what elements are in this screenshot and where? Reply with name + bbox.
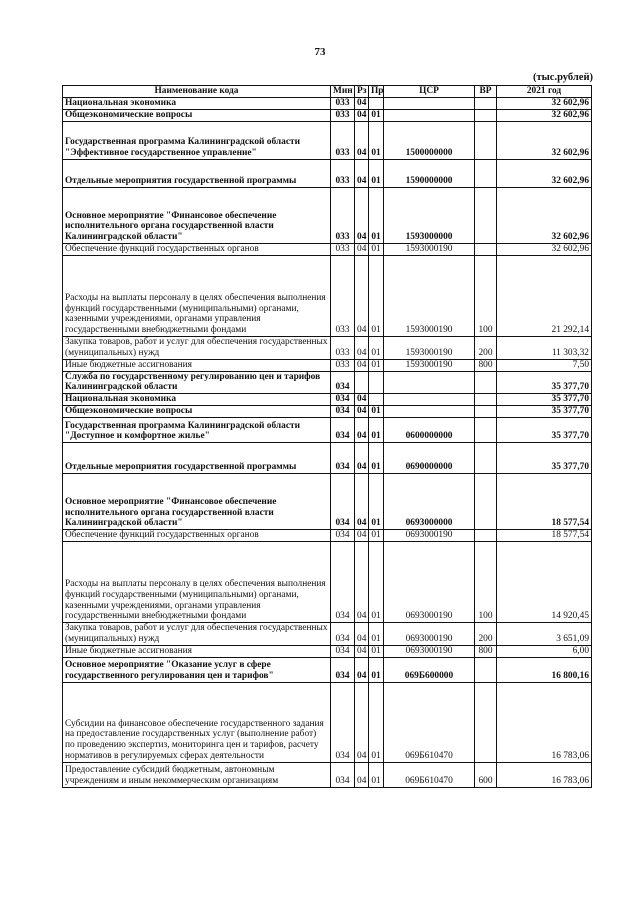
row-amount: 18 577,54	[497, 474, 592, 530]
row-pr: 01	[369, 244, 384, 256]
row-amount: 21 292,14	[497, 256, 592, 337]
row-pr	[369, 394, 384, 406]
row-csr: 0690000000	[384, 443, 475, 474]
row-min: 034	[331, 645, 355, 657]
row-csr	[384, 110, 475, 122]
row-name: Национальная экономика	[63, 98, 331, 110]
row-rz: 04	[355, 542, 369, 623]
row-csr: 069Б600000	[384, 657, 475, 682]
units-label: (тыс.рублей)	[532, 72, 593, 83]
row-vr: 600	[475, 762, 497, 787]
row-amount: 11 303,32	[497, 337, 592, 360]
row-vr	[475, 406, 497, 418]
header-name: Наименование кода	[63, 86, 331, 98]
table-row	[63, 122, 592, 160]
table-row	[63, 188, 592, 244]
row-min: 034	[331, 657, 355, 682]
row-vr: 800	[475, 645, 497, 657]
row-min: 033	[331, 359, 355, 371]
row-min: 034	[331, 418, 355, 443]
row-min: 033	[331, 98, 355, 110]
row-rz: 04	[355, 98, 369, 110]
row-vr: 100	[475, 542, 497, 623]
row-amount: 32 602,96	[497, 122, 592, 160]
row-pr: 01	[369, 122, 384, 160]
row-rz: 04	[355, 160, 369, 188]
row-rz: 04	[355, 359, 369, 371]
header-rz: Рз	[355, 86, 369, 98]
row-csr	[384, 394, 475, 406]
row-vr	[475, 418, 497, 443]
table-row	[63, 394, 592, 406]
row-name: Отдельные мероприятия государственной программы	[63, 443, 331, 474]
row-csr: 1593000190	[384, 337, 475, 360]
row-csr: 1593000190	[384, 359, 475, 371]
row-name: Основное мероприятие "Финансовое обеспечение исполнительного органа государственной власти Калининградской области"	[63, 474, 331, 530]
row-vr	[475, 657, 497, 682]
table-row	[63, 256, 592, 337]
row-amount: 32 602,96	[497, 160, 592, 188]
row-pr: 01	[369, 443, 384, 474]
row-min: 034	[331, 542, 355, 623]
row-pr	[369, 371, 384, 394]
row-pr: 01	[369, 337, 384, 360]
row-name: Закупка товаров, работ и услуг для обеспечения государственных (муниципальных) нужд	[63, 337, 331, 360]
row-csr: 0693000190	[384, 542, 475, 623]
row-pr: 01	[369, 530, 384, 542]
row-vr	[475, 160, 497, 188]
row-name: Обеспечение функций государственных органов	[63, 530, 331, 542]
table-row	[63, 657, 592, 682]
row-vr	[475, 443, 497, 474]
row-vr	[475, 530, 497, 542]
row-rz: 04	[355, 188, 369, 244]
row-min: 033	[331, 110, 355, 122]
row-name: Субсидии на финансовое обеспечение государственного задания на предоставление государственных услуг (выполнение работ) по проведению экспертиз, мониторинга цен и тарифов, расчету нормативов в регулируемых сферах деятельности	[63, 682, 331, 762]
page-number: 73	[314, 46, 326, 58]
table-row	[63, 474, 592, 530]
row-amount: 16 783,06	[497, 762, 592, 787]
row-vr	[475, 98, 497, 110]
row-vr	[475, 110, 497, 122]
row-name: Основное мероприятие "Оказание услуг в сфере государственного регулирования цен и тарифов"	[63, 657, 331, 682]
row-name: Общеэкономические вопросы	[63, 406, 331, 418]
row-rz: 04	[355, 443, 369, 474]
row-amount: 6,00	[497, 645, 592, 657]
row-csr: 1593000190	[384, 256, 475, 337]
row-name: Расходы на выплаты персоналу в целях обеспечения выполнения функций государственными (муниципальными) органами, казенными учреждениями, органами управления государственными внебюджетными фондами	[63, 542, 331, 623]
row-pr: 01	[369, 682, 384, 762]
row-min: 033	[331, 244, 355, 256]
row-rz: 04	[355, 394, 369, 406]
row-rz: 04	[355, 762, 369, 787]
row-min: 033	[331, 188, 355, 244]
row-rz: 04	[355, 682, 369, 762]
row-pr: 01	[369, 406, 384, 418]
row-name: Закупка товаров, работ и услуг для обеспечения государственных (муниципальных) нужд	[63, 623, 331, 646]
row-amount: 14 920,45	[497, 542, 592, 623]
table-row	[63, 359, 592, 371]
row-min: 033	[331, 256, 355, 337]
row-name: Государственная программа Калининградской области "Эффективное государственное управление"	[63, 122, 331, 160]
row-min: 034	[331, 682, 355, 762]
table-row	[63, 337, 592, 360]
row-rz: 04	[355, 110, 369, 122]
header-csr: ЦСР	[384, 86, 475, 98]
row-amount: 35 377,70	[497, 394, 592, 406]
row-amount: 7,50	[497, 359, 592, 371]
row-rz: 04	[355, 530, 369, 542]
row-csr	[384, 371, 475, 394]
row-vr	[475, 371, 497, 394]
row-csr: 1590000000	[384, 160, 475, 188]
table-row	[63, 530, 592, 542]
row-min: 034	[331, 530, 355, 542]
row-pr: 01	[369, 160, 384, 188]
row-vr	[475, 122, 497, 160]
row-rz: 04	[355, 122, 369, 160]
table-row	[63, 682, 592, 762]
row-name: Служба по государственному регулированию цен и тарифов Калининградской области	[63, 371, 331, 394]
row-csr: 069Б610470	[384, 762, 475, 787]
table-row	[63, 98, 592, 110]
table-row	[63, 542, 592, 623]
row-pr: 01	[369, 645, 384, 657]
row-min: 034	[331, 371, 355, 394]
row-amount: 18 577,54	[497, 530, 592, 542]
row-pr: 01	[369, 188, 384, 244]
row-pr: 01	[369, 542, 384, 623]
row-rz: 04	[355, 474, 369, 530]
row-rz: 04	[355, 337, 369, 360]
row-pr: 01	[369, 359, 384, 371]
row-name: Отдельные мероприятия государственной программы	[63, 160, 331, 188]
row-csr: 0693000190	[384, 623, 475, 646]
row-vr	[475, 474, 497, 530]
table-row	[63, 762, 592, 787]
row-name: Иные бюджетные ассигнования	[63, 645, 331, 657]
row-name: Иные бюджетные ассигнования	[63, 359, 331, 371]
row-rz	[355, 371, 369, 394]
row-csr: 0693000190	[384, 530, 475, 542]
row-name: Общеэкономические вопросы	[63, 110, 331, 122]
row-rz: 04	[355, 418, 369, 443]
row-amount: 3 651,09	[497, 623, 592, 646]
row-name: Национальная экономика	[63, 394, 331, 406]
budget-table	[62, 85, 592, 788]
table-row	[63, 645, 592, 657]
row-name: Расходы на выплаты персоналу в целях обеспечения выполнения функций государственными (муниципальными) органами, казенными учреждениями, органами управления государственными внебюджетными фондами	[63, 256, 331, 337]
table-row	[63, 244, 592, 256]
row-amount: 32 602,96	[497, 110, 592, 122]
row-min: 033	[331, 122, 355, 160]
row-csr: 0600000000	[384, 418, 475, 443]
table-row	[63, 406, 592, 418]
row-vr	[475, 244, 497, 256]
row-amount: 16 800,16	[497, 657, 592, 682]
row-name: Основное мероприятие "Финансовое обеспечение исполнительного органа государственной власти Калининградской области"	[63, 188, 331, 244]
header-min: Мин	[331, 86, 355, 98]
row-pr: 01	[369, 623, 384, 646]
row-csr: 1593000000	[384, 188, 475, 244]
table-row	[63, 160, 592, 188]
row-amount: 16 783,06	[497, 682, 592, 762]
row-rz: 04	[355, 657, 369, 682]
row-vr	[475, 188, 497, 244]
row-pr	[369, 98, 384, 110]
row-min: 034	[331, 443, 355, 474]
row-min: 034	[331, 406, 355, 418]
row-min: 033	[331, 160, 355, 188]
row-csr: 1593000190	[384, 244, 475, 256]
row-csr	[384, 98, 475, 110]
row-pr: 01	[369, 256, 384, 337]
row-rz: 04	[355, 645, 369, 657]
header-vr: ВР	[475, 86, 497, 98]
table-header-row	[63, 86, 592, 98]
table-row	[63, 623, 592, 646]
row-vr: 800	[475, 359, 497, 371]
row-vr: 200	[475, 337, 497, 360]
table-row	[63, 443, 592, 474]
row-pr: 01	[369, 110, 384, 122]
row-amount: 35 377,70	[497, 418, 592, 443]
row-csr: 069Б610470	[384, 682, 475, 762]
table-row	[63, 110, 592, 122]
table-row	[63, 418, 592, 443]
row-vr	[475, 682, 497, 762]
row-amount: 32 602,96	[497, 188, 592, 244]
row-csr	[384, 406, 475, 418]
row-pr: 01	[369, 762, 384, 787]
row-csr: 0693000190	[384, 645, 475, 657]
row-name: Государственная программа Калининградской области "Доступное и комфортное жилье"	[63, 418, 331, 443]
header-year: 2021 год	[497, 86, 592, 98]
row-min: 033	[331, 337, 355, 360]
row-csr: 1500000000	[384, 122, 475, 160]
row-pr: 01	[369, 418, 384, 443]
row-min: 034	[331, 762, 355, 787]
row-name: Предоставление субсидий бюджетным, автономным учреждениям и иным некоммерческим организациям	[63, 762, 331, 787]
table-row	[63, 371, 592, 394]
row-amount: 32 602,96	[497, 244, 592, 256]
row-min: 034	[331, 474, 355, 530]
row-amount: 35 377,70	[497, 443, 592, 474]
row-rz: 04	[355, 406, 369, 418]
row-vr: 200	[475, 623, 497, 646]
row-csr: 0693000000	[384, 474, 475, 530]
row-name: Обеспечение функций государственных органов	[63, 244, 331, 256]
row-pr: 01	[369, 474, 384, 530]
row-amount: 32 602,96	[497, 98, 592, 110]
row-vr: 100	[475, 256, 497, 337]
row-rz: 04	[355, 623, 369, 646]
row-min: 034	[331, 623, 355, 646]
header-pr: Пр	[369, 86, 384, 98]
row-vr	[475, 394, 497, 406]
row-min: 034	[331, 394, 355, 406]
row-amount: 35 377,70	[497, 406, 592, 418]
row-pr: 01	[369, 657, 384, 682]
row-rz: 04	[355, 256, 369, 337]
row-rz: 04	[355, 244, 369, 256]
row-amount: 35 377,70	[497, 371, 592, 394]
